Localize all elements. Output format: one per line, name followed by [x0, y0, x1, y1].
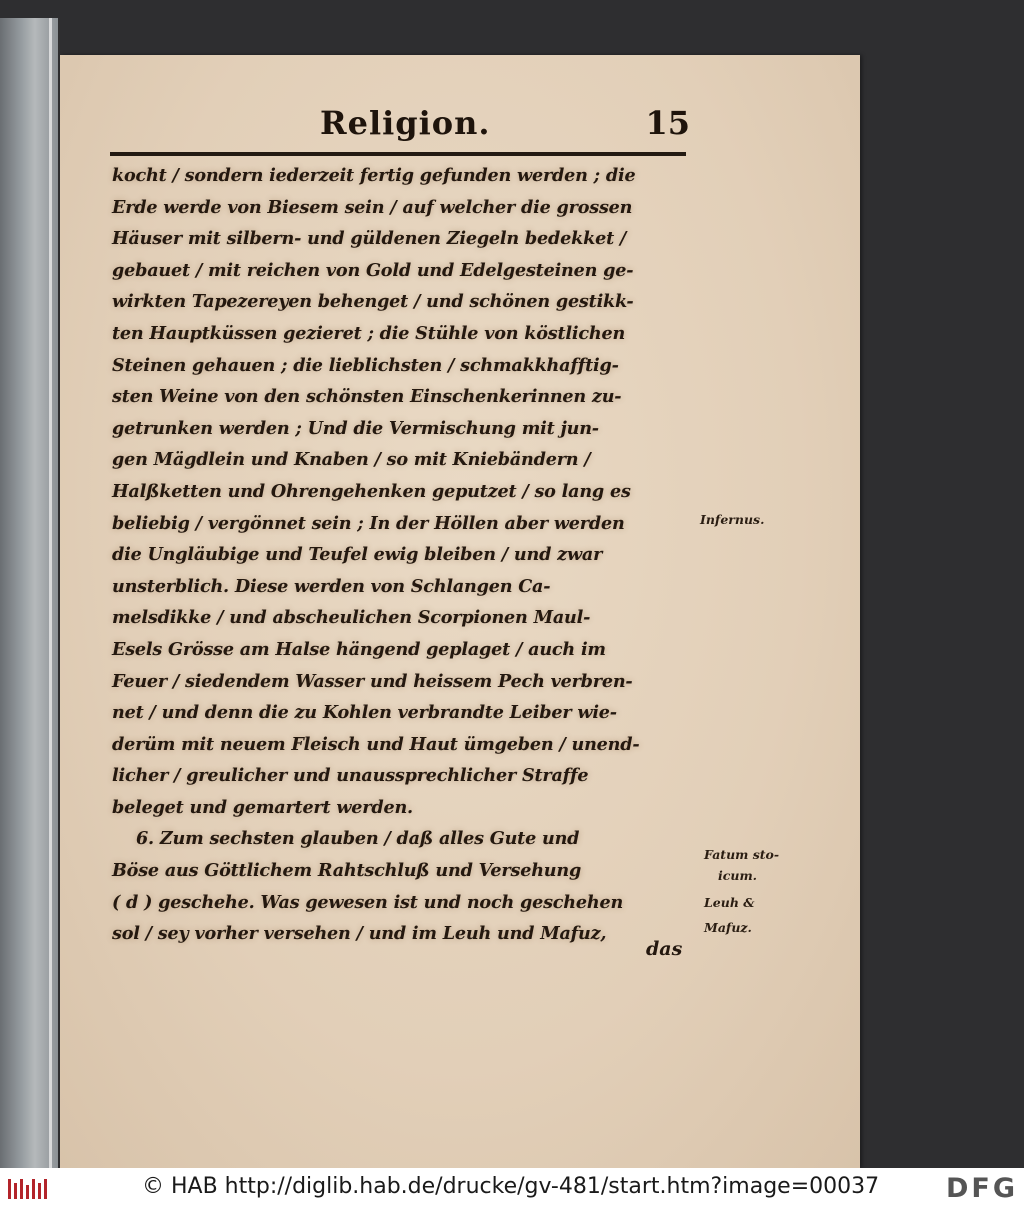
marginal-note-fatum: Fatum sto-	[704, 847, 780, 862]
text-line: sten Weine von den schönsten Einschenkerinnen zu-	[112, 386, 622, 408]
text-line: gebauet / mit reichen von Gold und Edelgesteinen ge-	[112, 259, 634, 281]
text-line: licher / greulicher und unaussprechlicher Straffe	[112, 765, 589, 787]
body-text	[112, 160, 692, 950]
text-line: 6. Zum sechsten glauben / daß alles Gute und	[136, 828, 580, 850]
page-number: 15	[645, 104, 690, 142]
marginal-note-leuh: Leuh &	[704, 895, 755, 910]
text-line: die Ungläubige und Teufel ewig bleiben / und zwar	[112, 544, 603, 566]
text-line: gen Mägdlein und Knaben / so mit Kniebändern /	[112, 449, 591, 471]
running-title: Religion.	[320, 104, 491, 142]
text-line: sol / sey vorher versehen / und im Leuh und Mafuz,	[112, 923, 607, 945]
marginal-note-infernus: Infernus.	[700, 512, 765, 527]
page-header	[110, 102, 690, 152]
text-line: Erde werde von Biesem sein / auf welcher die grossen	[112, 196, 633, 218]
header-rule	[110, 152, 686, 156]
text-line: wirkten Tapezereyen behenget / und schönen gestikk-	[112, 291, 634, 313]
dfg-logo: DFG	[945, 1173, 1018, 1204]
text-line: beleget und gemartert werden.	[112, 796, 413, 818]
text-line: Steinen gehauen ; die lieblichsten / schmakkhafftig-	[112, 354, 619, 376]
text-line: Böse aus Göttlichem Rahtschluß und Versehung	[112, 860, 582, 882]
text-line: Halßketten und Ohrengehenken geputzet / so lang es	[112, 480, 631, 502]
text-line: ( d ) geschehe. Was gewesen ist und noch geschehen	[112, 891, 624, 913]
text-line: net / und denn die zu Kohlen verbrandte Leiber wie-	[112, 702, 617, 724]
marginal-note-mafuz: Mafuz.	[704, 920, 752, 935]
text-line: getrunken werden ; Und die Vermischung mit jun-	[112, 417, 599, 439]
hab-logo-icon	[6, 1175, 50, 1203]
text-line: Esels Grösse am Halse hängend geplaget / auch im	[112, 638, 606, 660]
text-line: unsterblich. Diese werden von Schlangen Ca-	[112, 575, 551, 597]
marginal-note-fatum-cont: icum.	[718, 868, 758, 883]
text-line: ten Hauptküssen gezieret ; die Stühle von köstlichen	[112, 322, 626, 344]
text-line: beliebig / vergönnet sein ; In der Höllen aber werden	[112, 512, 625, 534]
citation-link[interactable]: © HAB http://diglib.hab.de/drucke/gv-481/start.htm?image=00037	[142, 1174, 880, 1199]
text-line: Häuser mit silbern- und güldenen Ziegeln bedekket /	[112, 228, 627, 250]
footer-bar	[0, 1168, 1024, 1209]
catchword: das	[646, 938, 683, 960]
text-line: derüm mit neuem Fleisch und Haut ümgeben / unend-	[112, 733, 640, 755]
text-line: kocht / sondern iederzeit fertig gefunden werden ; die	[112, 165, 636, 186]
book-edge	[0, 18, 58, 1168]
text-line: Feuer / siedendem Wasser und heissem Pech verbren-	[112, 670, 633, 692]
text-line: melsdikke / und abscheulichen Scorpionen Maul-	[112, 607, 591, 629]
